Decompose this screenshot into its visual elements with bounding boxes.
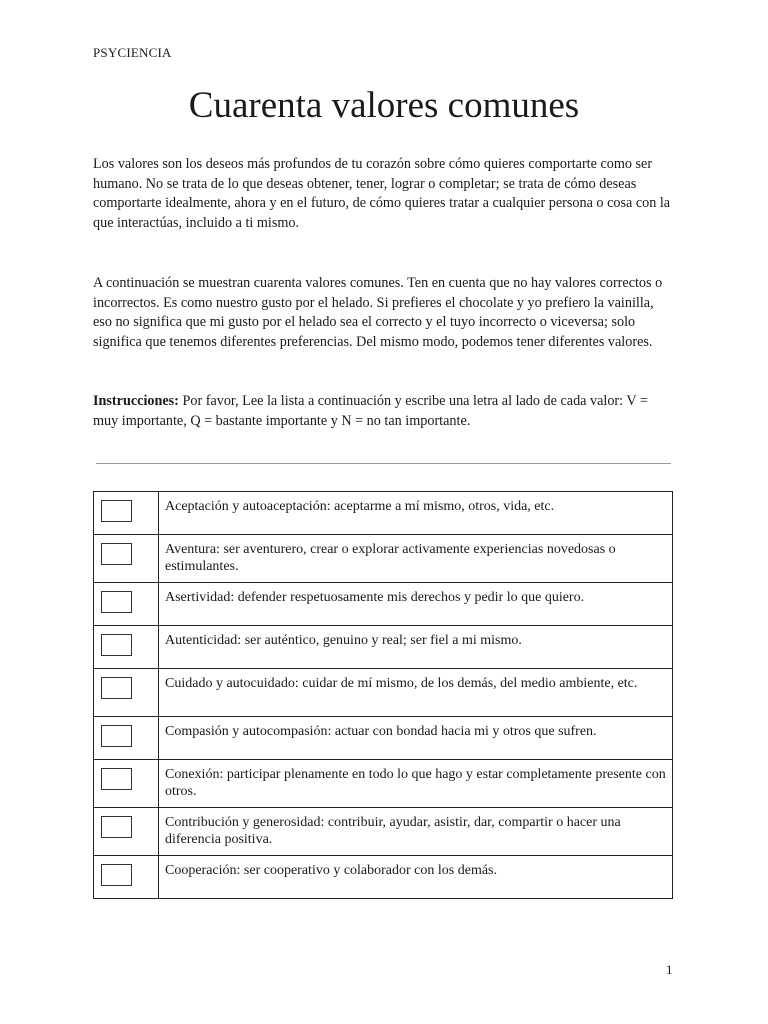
rating-cell [94, 626, 159, 669]
table-row [94, 492, 673, 535]
horizontal-divider [96, 463, 671, 464]
table-row [94, 717, 673, 760]
intro-paragraph-2: A continuación se muestran cuarenta valores comunes. Ten en cuenta que no hay valores correctos o incorrectos. Es como nuestro gusto por el helado. Si prefieres el chocolate y yo prefiero la vainilla, eso no significa que mi gusto por el helado sea el correcto y el tuyo incorrecto o viceversa; solo significa que tenemos diferentes preferencias. Del mismo modo, podemos tener diferentes valores. [93, 275, 663, 350]
rating-cell [94, 492, 159, 535]
value-description: Contribución y generosidad: contribuir, ayudar, asistir, dar, compartir o hacer una diferencia positiva. [159, 808, 673, 856]
table-row [94, 535, 673, 583]
value-description: Asertividad: defender respetuosamente mis derechos y pedir lo que quiero. [159, 583, 673, 626]
rating-cell [94, 856, 159, 899]
rating-box[interactable] [101, 591, 132, 613]
rating-cell [94, 717, 159, 760]
rating-box[interactable] [101, 634, 132, 656]
value-description: Cuidado y autocuidado: cuidar de mí mismo, de los demás, del medio ambiente, etc. [159, 669, 673, 717]
rating-box[interactable] [101, 816, 132, 838]
page-title: Cuarenta valores comunes [188, 85, 580, 126]
value-description: Autenticidad: ser auténtico, genuino y real; ser fiel a mi mismo. [159, 626, 673, 669]
rating-box[interactable] [101, 677, 132, 699]
rating-box[interactable] [101, 543, 132, 565]
table-row [94, 583, 673, 626]
value-description: Conexión: participar plenamente en todo lo que hago y estar completamente presente con otros. [159, 760, 673, 808]
table-row [94, 856, 673, 899]
rating-cell [94, 583, 159, 626]
table-row [94, 626, 673, 669]
value-description: Compasión y autocompasión: actuar con bondad hacia mi y otros que sufren. [159, 717, 673, 760]
instructions-text: Por favor, Lee la lista a continuación y escribe una letra al lado de cada valor: V = muy importante, Q = bastante importante y N = no tan importante. [93, 393, 648, 429]
rating-cell [94, 669, 159, 717]
rating-box[interactable] [101, 725, 132, 747]
page-number: 1 [666, 962, 673, 977]
rating-box[interactable] [101, 768, 132, 790]
rating-box[interactable] [101, 500, 132, 522]
rating-cell [94, 808, 159, 856]
rating-box[interactable] [101, 864, 132, 886]
instructions-label: Instrucciones: [93, 393, 179, 409]
intro-paragraph-1: Los valores son los deseos más profundos de tu corazón sobre cómo quieres comportarte como ser humano. No se trata de lo que deseas obtener, tener, lograr o completar; se trata de cómo deseas comportarte idealmente, ahora y en el futuro, de cómo quieres tratar a cualquier persona o cosa con la que interactúas, incluido a ti mismo. [93, 156, 671, 231]
rating-cell [94, 535, 159, 583]
table-row [94, 808, 673, 856]
page-header-brand: PSYCIENCIA [93, 45, 172, 60]
value-description: Aventura: ser aventurero, crear o explorar activamente experiencias novedosas o estimulantes. [159, 535, 673, 583]
rating-cell [94, 760, 159, 808]
value-description: Cooperación: ser cooperativo y colaborador con los demás. [159, 856, 673, 899]
instructions-paragraph [93, 392, 673, 431]
value-description: Aceptación y autoaceptación: aceptarme a mí mismo, otros, vida, etc. [159, 492, 673, 535]
table-row [94, 669, 673, 717]
values-table [93, 491, 673, 899]
table-row [94, 760, 673, 808]
